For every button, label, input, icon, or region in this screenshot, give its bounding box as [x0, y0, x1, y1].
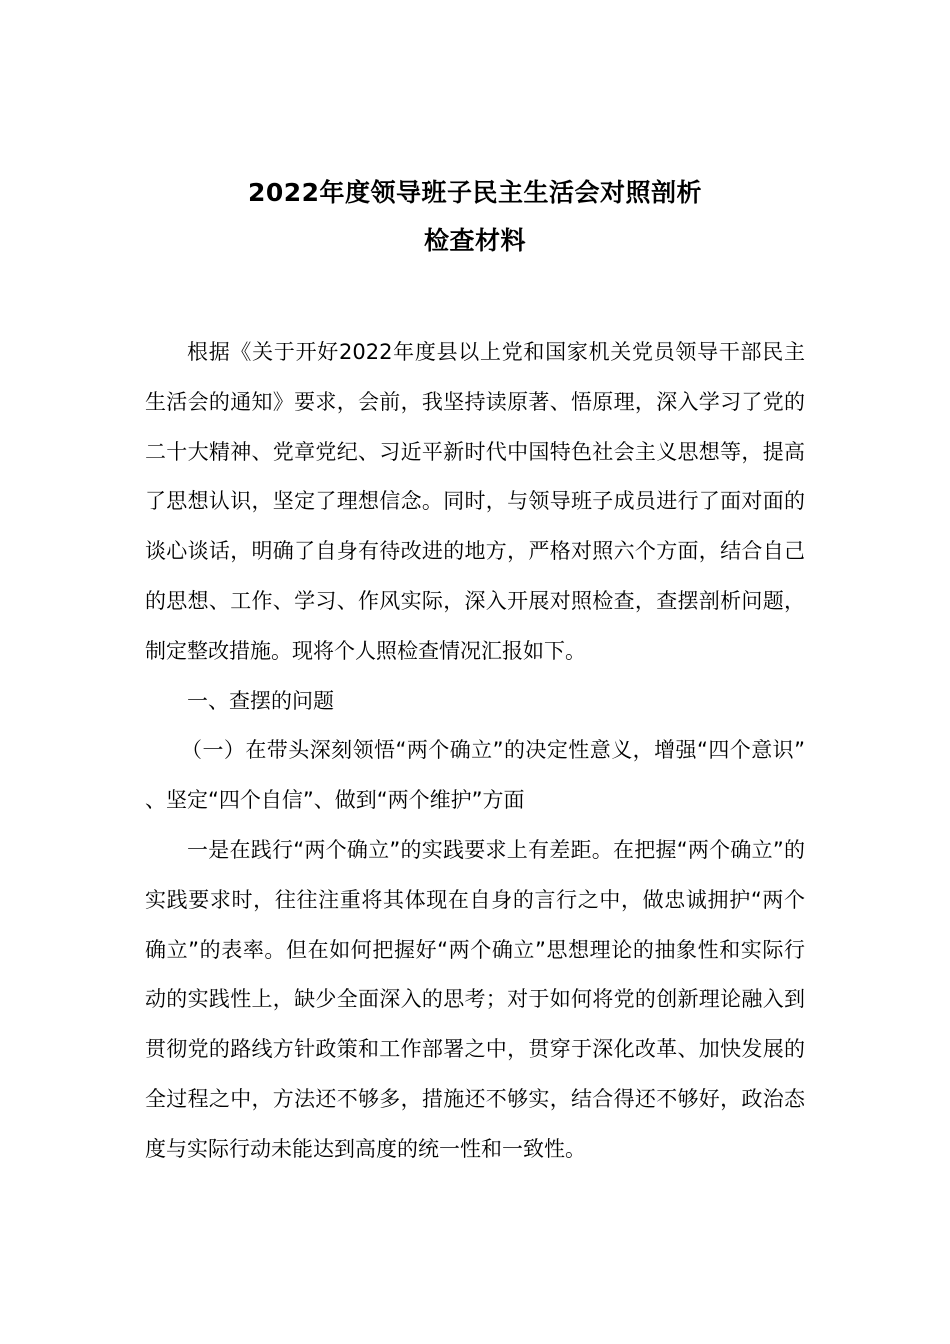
- subsection-heading: （一）在带头深刻领悟“两个确立”的决定性意义，增强“四个意识”、坚定“四个自信”、做到“两个维护”方面: [145, 738, 805, 813]
- section-heading: 一、查摆的问题: [187, 688, 334, 713]
- title-line-2: 检查材料: [423, 226, 526, 255]
- intro-paragraph: 根据《关于开好2022年度县以上党和国家机关党员领导干部民主生活会的通知》要求，会前，我坚持读原著、悟原理，深入学习了党的二十大精神、党章党纪、习近平新时代中国特色社会主义思想等，提高了思想认识，坚定了理想信念。同时，与领导班子成员进行了面对面的谈心谈话，明确了自身有待改进的地方，严格对照六个方面，结合自己的思想、工作、学习、作风实际，深入开展对照检查，查摆剖析问题，制定整改措施。现将个人照检查情况汇报如下。: [145, 340, 805, 663]
- body-paragraph: 一是在践行“两个确立”的实践要求上有差距。在把握“两个确立”的实践要求时，往往注重将其体现在自身的言行之中，做忠诚拥护“两个确立”的表率。但在如何把握好“两个确立”思想理论的抽象性和实际行动的实践性上，缺少全面深入的思考；对于如何将党的创新理论融入到贯彻党的路线方针政策和工作部署之中，贯穿于深化改革、加快发展的全过程之中，方法还不够多，措施还不够实，结合得还不够好，政治态度与实际行动未能达到高度的统一性和一致性。: [145, 837, 805, 1161]
- document-body: [145, 328, 805, 1175]
- document-title: [0, 178, 950, 256]
- title-line-1: 2022年度领导班子民主生活会对照剖析: [247, 178, 703, 207]
